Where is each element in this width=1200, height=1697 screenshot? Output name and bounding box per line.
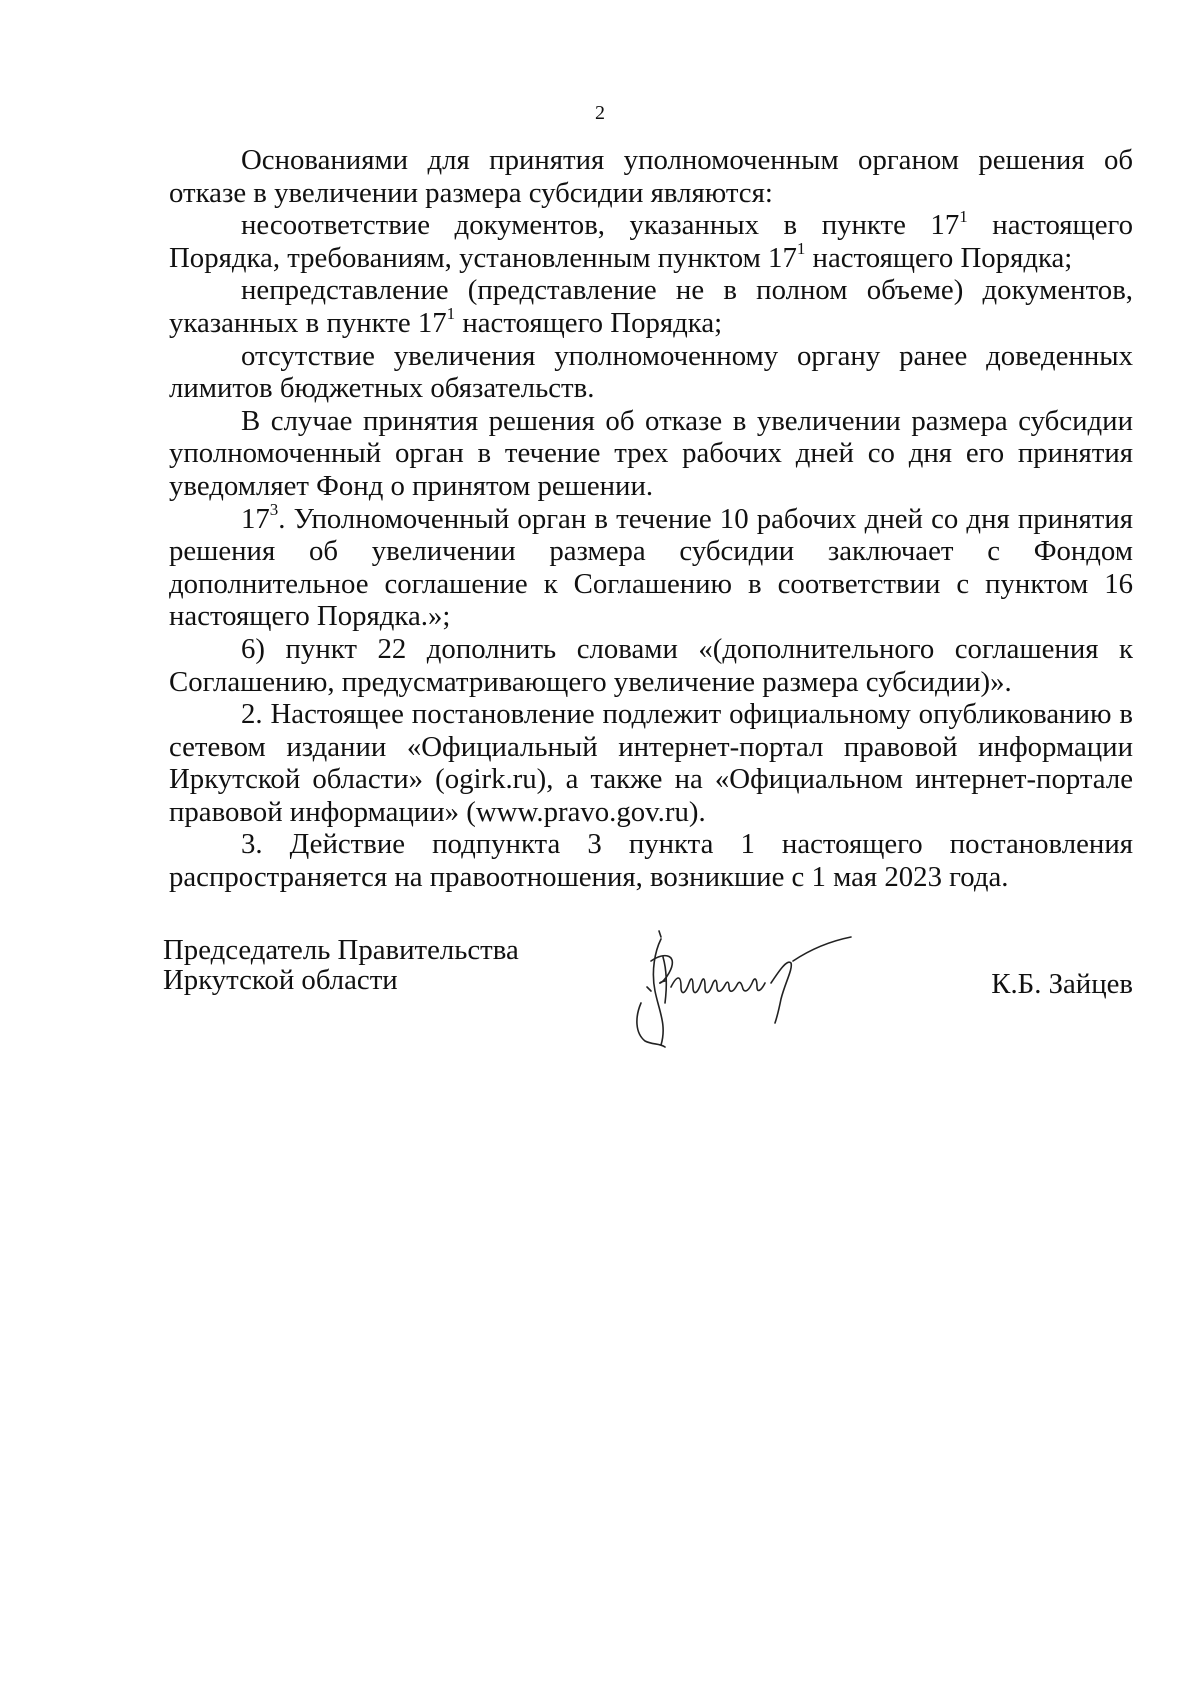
paragraph-text: . Уполномоченный орган в течение 10 рабочих дней со дня принятия решения об увеличении размера субсидии заключает с Фондом дополнительное соглашение к Соглашению в соответствии с пунктом 16 настоящего Порядка.»; <box>169 502 1133 633</box>
paragraph-text: 3. Действие подпункта 3 пункта 1 настоящего постановления распространяется на правоотношения, возникшие с 1 мая 2023 года. <box>169 828 1133 894</box>
paragraph <box>169 405 1133 503</box>
paragraph <box>169 340 1133 405</box>
paragraph <box>169 206 1133 274</box>
signatory-name: К.Б. Зайцев <box>991 968 1133 1000</box>
paragraph <box>169 499 1133 633</box>
paragraph-text: настоящего Порядка; <box>455 306 723 339</box>
paragraph-text: В случае принятия решения об отказе в увеличении размера субсидии уполномоченный орган в течение трех рабочих дней со дня его принятия уведомляет Фонд о принятом решении. <box>169 404 1133 502</box>
superscript: 1 <box>446 304 456 324</box>
paragraph <box>169 274 1133 339</box>
signatory-title <box>163 935 519 995</box>
signature-block <box>163 935 1133 1085</box>
paragraph-text: 17 <box>241 502 270 535</box>
signatory-title-line-1: Председатель Правительства <box>163 934 519 966</box>
paragraph-text: несоответствие документов, указанных в пункте 17 <box>241 209 960 242</box>
paragraph-text: настоящего Порядка, требованиям, установленным пунктом 17 <box>169 209 1133 274</box>
superscript: 3 <box>269 499 279 519</box>
paragraph-text: 6) пункт 22 дополнить словами «(дополнительного соглашения к Соглашению, предусматривающего увеличение размера субсидии)». <box>169 632 1133 698</box>
paragraph <box>169 698 1133 828</box>
document-body <box>169 144 1133 894</box>
superscript: 1 <box>959 206 968 226</box>
page-number: 2 <box>595 102 605 124</box>
paragraph <box>169 633 1133 698</box>
paragraph-text: 2. Настоящее постановление подлежит официальному опубликованию в сетевом издании «Официальный интернет-портал правовой информации Иркутской области» (ogirk.ru), а также на «Официальном интернет-портале правовой информации» (www.pravo.gov.ru). <box>169 698 1133 828</box>
paragraph-text: Основаниями для принятия уполномоченным органом решения об отказе в увеличении размера субсидии являются: <box>169 144 1133 209</box>
paragraph-text: настоящего Порядка; <box>805 241 1073 274</box>
paragraph-text: отсутствие увеличения уполномоченному органу ранее доведенных лимитов бюджетных обязательств. <box>169 339 1133 405</box>
signatory-title-line-2: Иркутской области <box>163 964 398 996</box>
handwritten-signature <box>621 921 881 1071</box>
superscript: 1 <box>796 239 806 259</box>
paragraph-text: непредставление (представление не в полном объеме) документов, указанных в пункте 17 <box>169 274 1133 339</box>
paragraph <box>169 144 1133 209</box>
paragraph <box>169 828 1133 893</box>
